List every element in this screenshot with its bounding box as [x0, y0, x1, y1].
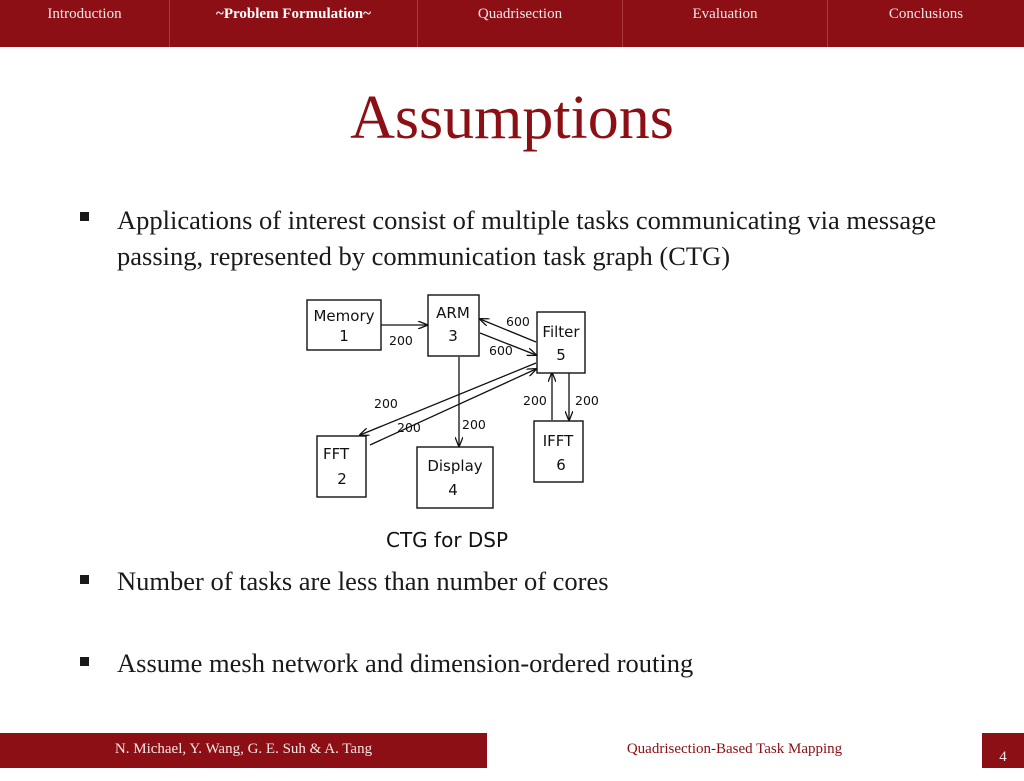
svg-text:Memory: Memory: [313, 307, 375, 325]
ctg-node-filter: [537, 312, 585, 373]
svg-text:FFT: FFT: [323, 445, 350, 463]
ctg-edge-weight: 200: [575, 393, 599, 408]
figure-caption: CTG for DSP: [386, 528, 509, 552]
ctg-edge-weight: 200: [462, 417, 486, 432]
ctg-node-memory: [307, 300, 381, 350]
footer-talk-title: Quadrisection-Based Task Mapping: [487, 733, 982, 768]
nav-tab-introduction[interactable]: Introduction: [0, 0, 170, 47]
svg-text:Display: Display: [427, 457, 483, 475]
nav-tab-quadrisection[interactable]: Quadrisection: [418, 0, 623, 47]
ctg-node-arm: [428, 295, 479, 356]
ctg-node-display: [417, 447, 493, 508]
ctg-edge-weight: 200: [523, 393, 547, 408]
ctg-node-ifft: [534, 421, 583, 482]
page-number: 4: [982, 733, 1024, 768]
bullet-square-icon: [80, 575, 89, 584]
svg-text:5: 5: [556, 346, 566, 364]
svg-text:3: 3: [448, 327, 458, 345]
ctg-edge-weight: 600: [506, 314, 530, 329]
top-navigation: [0, 0, 1024, 47]
svg-text:Filter: Filter: [542, 323, 580, 341]
ctg-edge-weight: 200: [374, 396, 398, 411]
bullet-square-icon: [80, 657, 89, 666]
footer-authors: N. Michael, Y. Wang, G. E. Suh & A. Tang: [0, 733, 487, 768]
ctg-diagram: [290, 285, 610, 520]
svg-text:1: 1: [339, 327, 349, 345]
bullet-ctg: Applications of interest consist of multiple tasks communicating via message passing, represented by communication task graph (CTG): [117, 205, 937, 271]
bullet-mesh-routing: Assume mesh network and dimension-ordered routing: [117, 648, 694, 678]
nav-tab-problem-formulation[interactable]: ~Problem Formulation~: [170, 0, 418, 47]
nav-tab-evaluation[interactable]: Evaluation: [623, 0, 828, 47]
svg-text:ARM: ARM: [436, 304, 470, 322]
svg-text:6: 6: [556, 456, 566, 474]
ctg-edge-weight: 200: [389, 333, 413, 348]
ctg-edge-weight: 200: [397, 420, 421, 435]
ctg-node-fft: [317, 436, 366, 497]
nav-tab-conclusions[interactable]: Conclusions: [888, 6, 964, 22]
slide-title: Assumptions: [350, 84, 674, 152]
bullet-tasks-cores: Number of tasks are less than number of cores: [117, 566, 609, 596]
svg-text:4: 4: [448, 481, 458, 499]
ctg-edge-weight: 600: [489, 343, 513, 358]
bullet-square-icon: [80, 212, 89, 221]
svg-text:2: 2: [337, 470, 347, 488]
svg-text:IFFT: IFFT: [542, 432, 574, 450]
